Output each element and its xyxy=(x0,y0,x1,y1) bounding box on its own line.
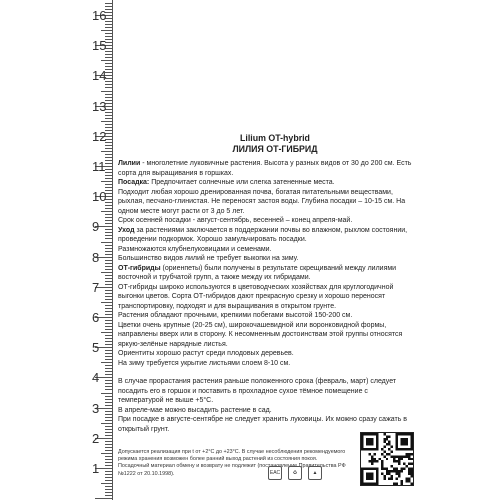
ruler xyxy=(78,0,113,500)
ruler-tick xyxy=(101,393,112,394)
qr-code-icon[interactable] xyxy=(360,432,414,486)
ruler-tick xyxy=(105,399,112,400)
paragraph xyxy=(118,349,414,359)
ruler-tick xyxy=(105,205,112,206)
ruler-tick xyxy=(105,426,112,427)
ruler-tick xyxy=(105,326,112,327)
ruler-tick xyxy=(101,302,112,303)
paragraph-text: Ориентиты хорошо растут среди плодовых деревьев. xyxy=(118,350,294,357)
paragraph-text: за растениями заключается в поддержании почвы во влажном, рыхлом состоянии, проведении подкормок. Хорошо замульчировать посадки. xyxy=(118,226,408,243)
ruler-tick xyxy=(105,447,112,448)
ruler-number: 8 xyxy=(92,249,100,265)
ruler-number: 11 xyxy=(92,159,106,174)
footer-return-note: Посадочный материал обмену и возврату не подлежит (постановление Правительства РФ №1222 от 20.10.1998). xyxy=(118,463,346,477)
paragraph xyxy=(118,254,414,264)
paragraph-heading: ОТ-гибриды xyxy=(118,264,161,272)
ruler-tick xyxy=(105,477,112,478)
ruler-tick xyxy=(105,450,112,451)
paragraph xyxy=(118,216,414,226)
ruler-tick xyxy=(105,365,112,366)
ruler-tick xyxy=(101,121,112,122)
ruler-tick xyxy=(105,3,112,4)
ruler-tick xyxy=(105,33,112,34)
ruler-tick xyxy=(105,459,112,460)
ruler-tick xyxy=(105,338,112,339)
ruler-tick xyxy=(105,36,112,37)
ruler-tick xyxy=(105,124,112,125)
paragraph: В апреле-мае можно высадить растение в сад. xyxy=(118,406,272,414)
paragraph-text: - многолетние луковичные растения. Высота у разных видов от 30 до 200 см. Есть сорта для выращивания в горшках. xyxy=(118,160,412,177)
paragraph-text: Подходит любая хорошо дренированная почва, богатая питательными веществами, рыхлая, песчано-глинистая. Не переносят застоя воды. Глубина посадки – 10-15 см. На одном месте могут расти от 3 до 5 лет. xyxy=(118,188,406,215)
ruler-tick xyxy=(105,235,112,236)
ruler-number: 5 xyxy=(92,340,100,356)
paragraph xyxy=(118,245,414,255)
paragraph xyxy=(118,283,414,312)
ruler-number: 16 xyxy=(92,8,107,23)
ruler-tick xyxy=(105,54,112,55)
ruler-tick xyxy=(105,248,112,249)
ruler-tick xyxy=(105,456,112,457)
certification-marks xyxy=(268,466,322,480)
paragraph-text: (ориенпеты) были получены в результате скрещиваний между лилиями восточной и трубчатой групп, а также между их гибридами. xyxy=(118,264,397,281)
paragraphs-storage xyxy=(118,377,414,434)
paragraph: При посадке в августе-сентябре не следует хранить луковицы. Их можно сразу сажать в открытый грунт. xyxy=(118,416,408,433)
ruler-tick xyxy=(105,480,112,481)
ruler-tick xyxy=(105,329,112,330)
description-block xyxy=(118,133,414,434)
ruler-number: 9 xyxy=(92,219,100,235)
ruler-tick xyxy=(105,278,112,279)
paragraph xyxy=(118,359,414,369)
ruler-number: 6 xyxy=(92,310,100,325)
paragraph: В случае прорастания растения раньше положенного срока (февраль, март) следует посадить его в горшок и поставить в прохладное сухое тёмное помещение с температурой не выше +5°С. xyxy=(118,378,397,404)
ruler-tick xyxy=(105,335,112,336)
ruler-number: 7 xyxy=(92,279,100,295)
paragraph-text: Размножаются клубнелуковицами и семенами. xyxy=(118,245,272,253)
ruler-tick xyxy=(105,115,112,116)
paragraph xyxy=(118,321,414,350)
ruler-tick xyxy=(105,308,112,309)
ruler-tick xyxy=(105,27,112,28)
paragraph-text: Большинство видов лилий не требует выкопки на зиму. xyxy=(118,255,299,262)
ruler-tick xyxy=(105,157,112,158)
ruler-tick xyxy=(105,386,112,387)
ruler-tick xyxy=(105,238,112,239)
ruler-tick xyxy=(105,187,112,188)
ruler-tick xyxy=(101,483,112,484)
ruler-tick xyxy=(105,148,112,149)
ruler-tick xyxy=(101,362,112,363)
paragraph-heading: Лилии xyxy=(118,160,141,167)
ruler-tick xyxy=(105,495,112,496)
paragraph xyxy=(118,264,414,283)
paragraph-text: На зиму требуется укрытие листьями слоем 8-10 см. xyxy=(118,359,291,367)
ruler-tick xyxy=(105,63,112,64)
ruler-tick xyxy=(105,299,112,300)
ruler-number: 14 xyxy=(92,68,107,84)
paragraph-heading: Уход xyxy=(118,226,135,234)
ruler-tick xyxy=(101,30,112,31)
ruler-tick xyxy=(105,275,112,276)
ruler-tick xyxy=(105,389,112,390)
ruler-tick xyxy=(105,266,112,267)
ruler-tick xyxy=(105,396,112,397)
ruler-number: 3 xyxy=(92,400,100,416)
ruler-number: 10 xyxy=(92,189,107,205)
ruler-tick xyxy=(105,359,112,360)
ruler-tick xyxy=(105,489,112,490)
ruler-tick xyxy=(105,127,112,128)
ruler-tick xyxy=(101,423,112,424)
paragraph xyxy=(118,188,414,217)
ruler-tick xyxy=(105,24,112,25)
paragraph-text: ОТ-гибриды широко используются в цветоводческих хозяйствах для круглогодичной выгонки цветов. Сорта ОТ-гибридов дают прекрасную срезку и хорошо переносят транспортировку, подходят и для выращивания в открытом грунте. xyxy=(118,283,394,310)
ruler-number: 13 xyxy=(92,98,107,114)
paragraph xyxy=(118,159,414,178)
ruler-tick xyxy=(105,217,112,218)
ruler-tick xyxy=(101,332,112,333)
ruler-number: 2 xyxy=(92,430,100,446)
paragraph xyxy=(118,178,414,188)
ruler-tick xyxy=(105,87,112,88)
ruler-tick xyxy=(105,6,112,7)
ruler-tick xyxy=(105,417,112,418)
ruler-tick xyxy=(105,154,112,155)
ruler-tick xyxy=(105,66,112,67)
eac-mark-icon: EAC xyxy=(268,466,282,480)
ruler-tick xyxy=(105,145,112,146)
paragraph-heading: Посадка: xyxy=(118,179,150,186)
paragraph-text: Растения обладают прочными, крепкими побегами высотой 150-200 см. xyxy=(118,312,353,319)
ruler-tick xyxy=(105,57,112,58)
recycle-icon: ♻ xyxy=(288,466,302,480)
ruler-tick xyxy=(105,94,112,95)
ruler-tick xyxy=(101,60,112,61)
ruler-tick xyxy=(105,429,112,430)
ruler-tick xyxy=(105,245,112,246)
paragraph xyxy=(118,311,414,321)
ruler-tick xyxy=(101,91,112,92)
ruler-tick xyxy=(105,269,112,270)
paragraph xyxy=(118,226,414,245)
ruler-tick xyxy=(105,368,112,369)
ruler-number: 4 xyxy=(92,370,100,386)
paragraph-text: Срок осенней посадки - август-сентябрь, весенней – конец апреля-май. xyxy=(118,217,353,224)
paragraph-text: Цветки очень крупные (20-25 см), широкочашевидной или воронковидной формы, направлены вверх или в сторону. К несомненным достоинствам этой группы относятся яркую-зелёные нарядные листья. xyxy=(118,321,403,348)
ruler-tick xyxy=(101,453,112,454)
ruler-tick xyxy=(101,272,112,273)
ruler-tick xyxy=(105,356,112,357)
ruler-tick xyxy=(101,151,112,152)
ruler-number: 15 xyxy=(92,38,107,54)
ruler-tick xyxy=(95,498,112,499)
ruler-tick xyxy=(105,486,112,487)
ruler-tick xyxy=(101,211,112,212)
ruler-tick xyxy=(105,305,112,306)
paragraphs xyxy=(118,159,414,368)
ruler-number: 1 xyxy=(92,461,100,476)
ruler-tick xyxy=(105,296,112,297)
paragraph-text: Предпочитает солнечные или слегка затененные места. xyxy=(149,179,335,186)
footer-storage-note: Допускается реализация при t от +2°С до +23°С. В случае несоблюдения рекомендуемого режима хранения возможен более ранний выход растений из состояния покоя. xyxy=(118,449,346,463)
ruler-tick xyxy=(105,118,112,119)
ruler-tick xyxy=(105,175,112,176)
ruler-tick xyxy=(105,420,112,421)
ruler-tick xyxy=(101,242,112,243)
ruler-tick xyxy=(105,208,112,209)
ruler-tick xyxy=(105,492,112,493)
ruler-tick xyxy=(105,214,112,215)
cert-icon: ▲ xyxy=(308,466,322,480)
title-latin: Lilium OT-hybrid xyxy=(240,133,310,143)
ruler-tick xyxy=(101,181,112,182)
ruler-tick xyxy=(105,84,112,85)
ruler-tick xyxy=(105,178,112,179)
ruler-tick xyxy=(105,97,112,98)
ruler-number: 12 xyxy=(92,128,107,144)
ruler-tick xyxy=(105,184,112,185)
title-russian: ЛИЛИЯ ОТ-ГИБРИД xyxy=(232,144,318,154)
